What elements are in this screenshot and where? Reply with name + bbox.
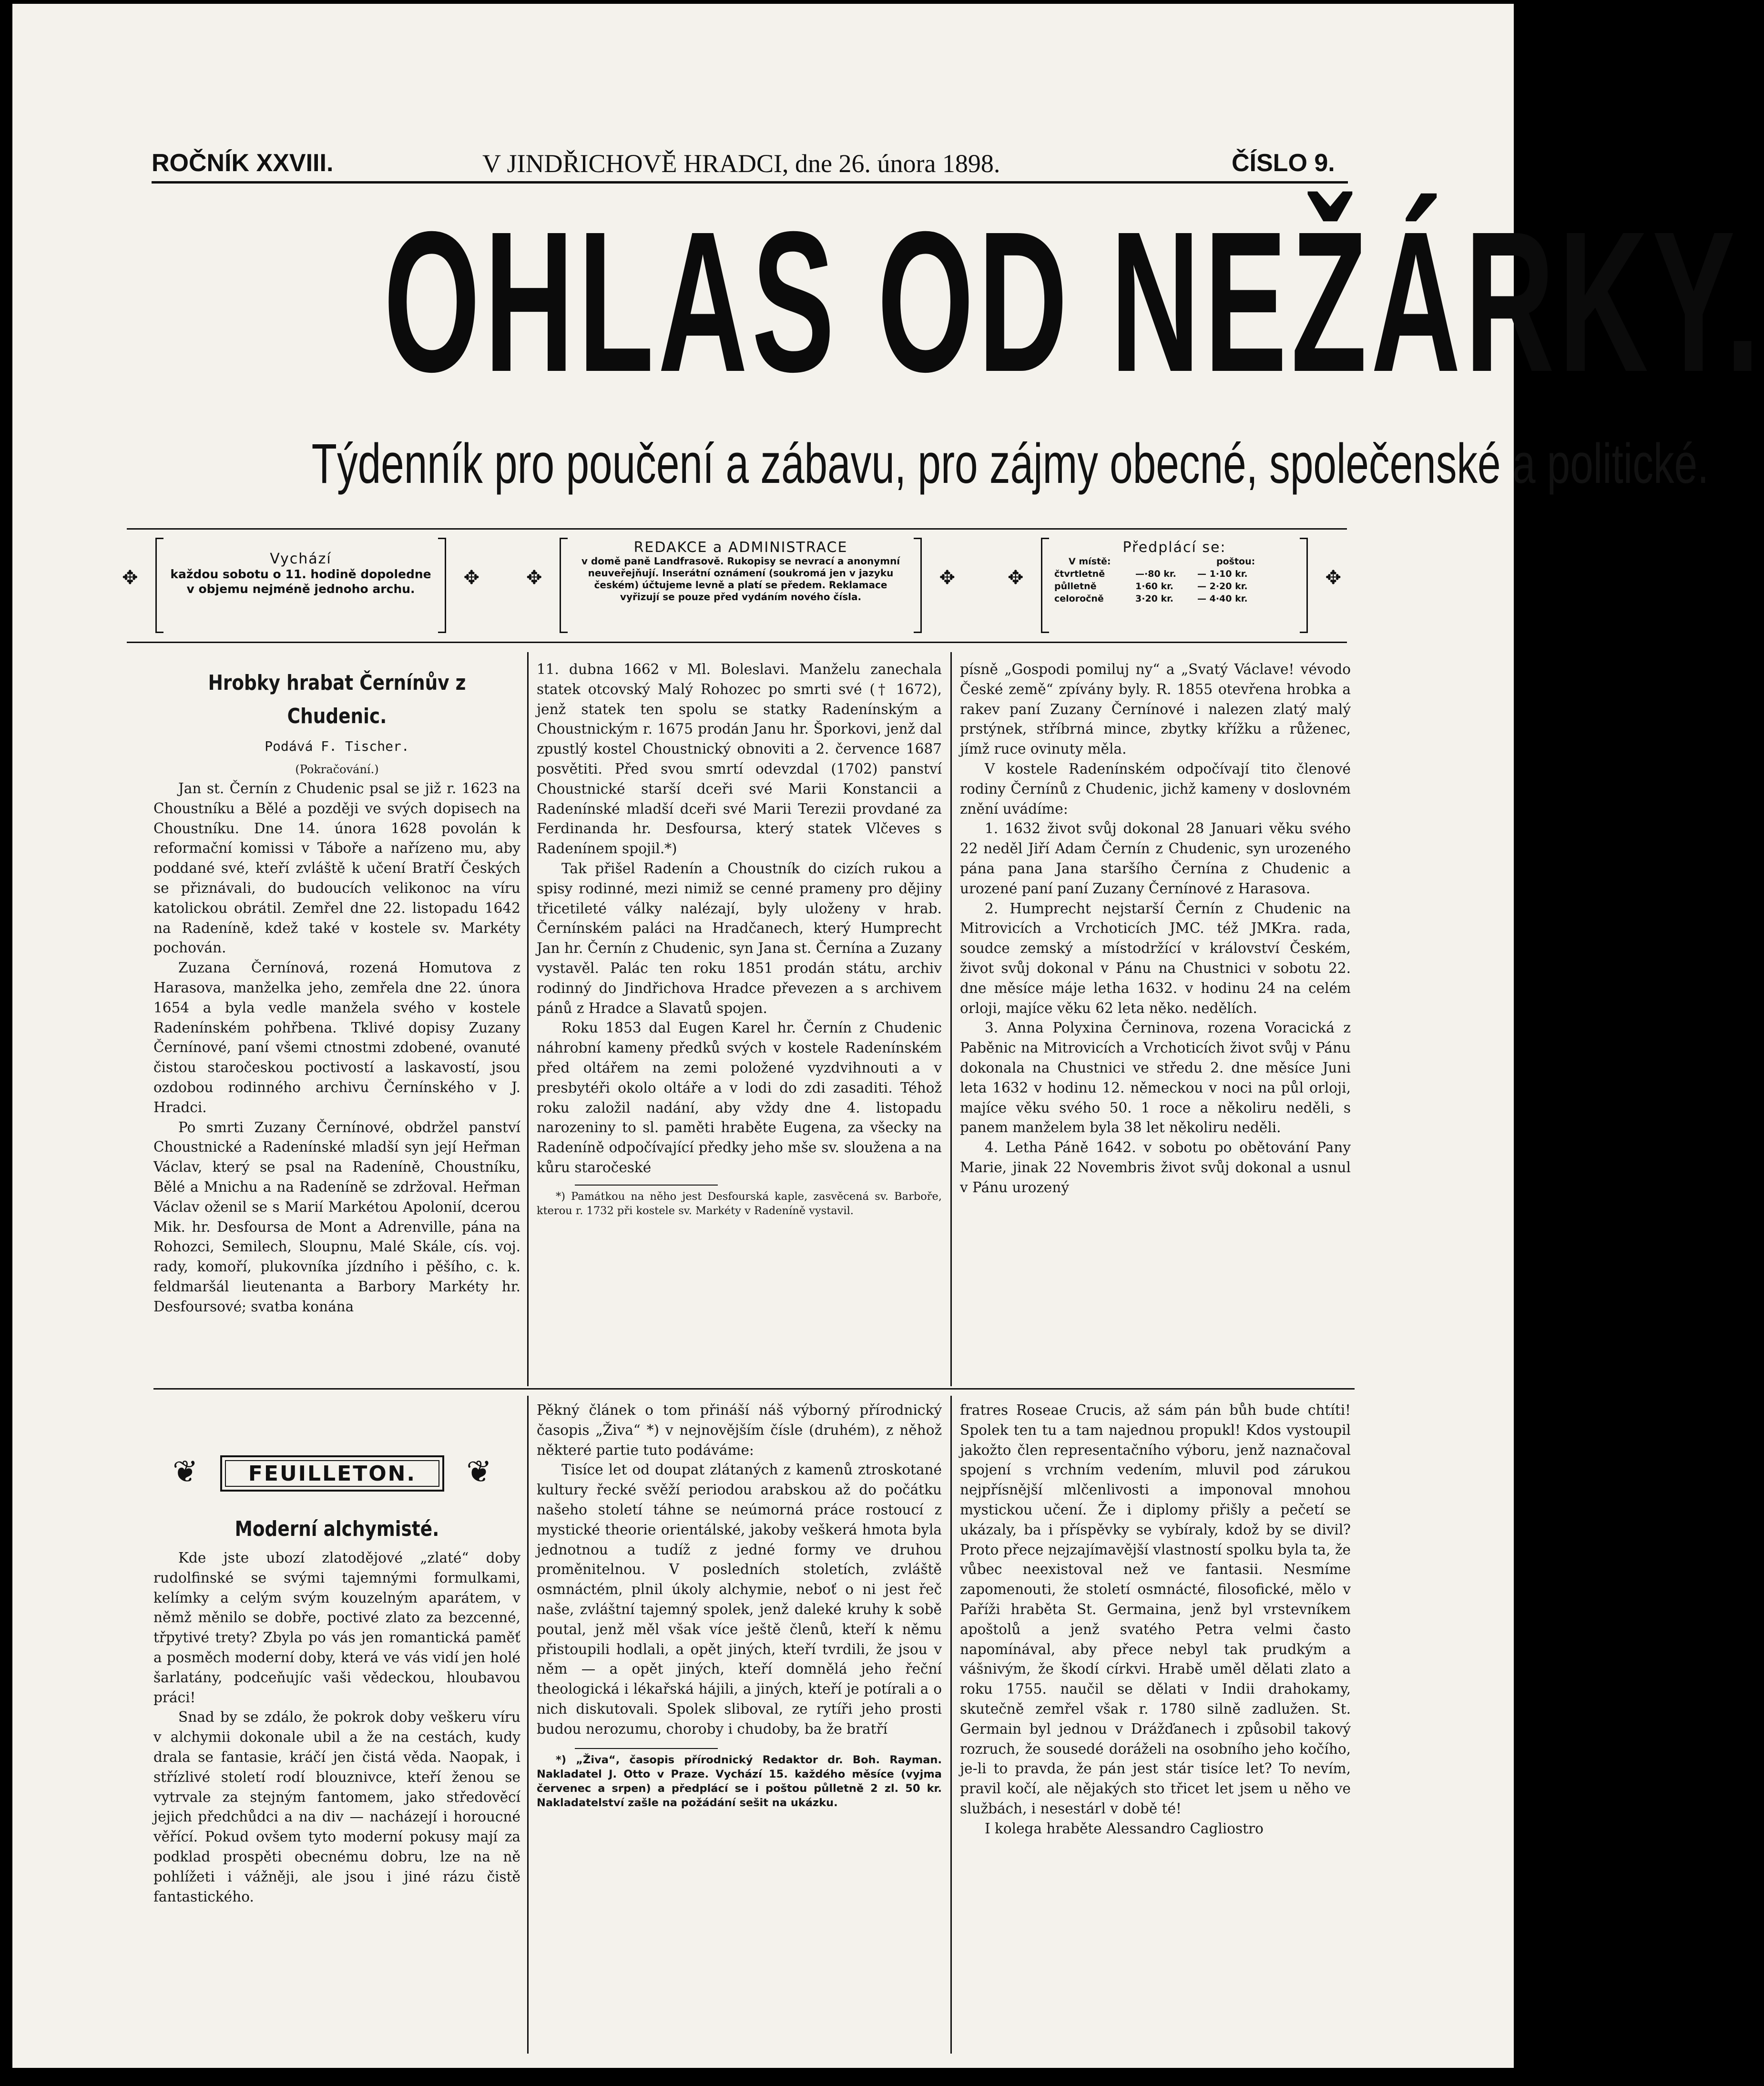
bracket-left [155, 538, 163, 633]
bracket-left [560, 538, 568, 633]
price-col-post: poštou: [1216, 556, 1255, 567]
ornament-icon: ❦ [173, 1454, 198, 1490]
price-row: čtvrtletně —·80 kr. — 1·10 kr. [1054, 569, 1248, 579]
column-divider [527, 1396, 529, 2054]
feuilleton-column-2 [537, 1401, 942, 1810]
editorial-info-box [526, 538, 955, 633]
bracket-right [914, 538, 922, 633]
bracket-left [1041, 538, 1049, 633]
issue-number: ČÍSLO 9. [1232, 149, 1335, 177]
paragraph: Zuzana Černínová, rozená Homutova z Harasova, manželka jeho, zemřela dne 22. února 1654 a byla vedle manžela svého v kostele Radenínském pohřbena. Tklivé dopisy Zuzany Černínové, paní všemi ctnostmi zdobené, ovanuté čistou staročeskou poctivostí a laskavostí, jsou ozdobou rodinného archivu Černínského v J. Hradci. [153, 960, 520, 1115]
paragraph: 3. Anna Polyxina Černinova, rozena Voracická z Paběnic na Mitrovicích a Vrchoticích život svůj v Pánu dokonala na Chustnici ve středu 2. dne měsíce Juni leta 1632 v hodinu 12. německou v noci na půl orloji, majíce věku svého 50. 1 roce a několiru neděli, s panem manželem byla 38 let několiru neděli. [960, 1020, 1351, 1136]
info-top-rule [127, 528, 1347, 530]
paragraph: 2. Humprecht nejstarší Černín z Chudenic na Mitrovicích a Vrchoticích JMC. též JMKra. rada, soudce zemský a místodržící v království Českém, život svůj dokonal v Pánu na Chustnici v sobotu 22. dne měsíce máje letha 1632. v hodinu 24 na celém orloji, majíce věku 62 leta něko. nedělích. [960, 900, 1351, 1016]
paragraph: fratres Roseae Crucis, až sám pán bůh bude chtíti! Spolek ten tu a tam najednou propukl! Kdos vystoupil jakožto člen representačního výboru, jenž naznačoval spojení s vrchním vedením, mluvil pod zárukou nejpřísnější mlčenlivosti a imponoval mnohou mystickou učení. Že i diplomy přišly a pečetí se ukázaly, ba i příspěvky se vybíraly, kdož by se divil? Proto přece nejzajímavější vlastností spolku byla ta, že vůbec neexistoval než ve fantasii. Nesmíme zapomenouti, že století osmnácté, filosofické, mělo v Paříži hraběta St. Germaina, jenž byl vrstevníkem apoštolů a jenž svatého Petra velmi často napomínával, aby přece nebyl tak prudkým a vášnivým, že škodí církvi. Hrabě uměl dělati zlato a roku 1755. naučil se dělati v Indii drahokamy, skutečně zemřel však r. 1780 silně zadlužen. St. Germain byl jednou v Drážďanech i způsobil takový rozruch, že sousedé doráželi na osobního jeho kočího, je-li to pravda, že pán jest stár tisíce let? To nevím, pravil kočí, ale nějakých sto třicet let jsem u něho ve službách, i nesestárl v době té! [960, 1402, 1351, 1817]
price-heading: Předplácí se: [1122, 539, 1226, 556]
editorial-body: v domě paně Landfrasově. Rukopisy se nevrací a anonymní neuveřejňují. Inserátní oznámení (soukromá jen v jazyku českém) účtujeme levně a platí se předem. Reklamace vyřizují se pouze před vydáním nového čísla. [581, 555, 900, 603]
ornament-icon: ✥ [939, 567, 955, 589]
paragraph: Snad by se zdálo, že pokrok doby veškeru víru v alchymii dokonale ubil a že na cestách, kudy drala se fantasie, kráčí jen čistá věda. Naopak, i střízlivé století rodí blouznivce, kteří ženou se vytrvale za stejným fantomem, jako středověcí jejich předchůdci a na div — nacházejí i horoucné věřící. Pokud ovšem tyto moderní pokusy mají za podklad prospěti obecnému dobru, lze na ně pohlížeti i vážněji, ale jsou i jiné rázu čistě fantastického. [153, 1709, 520, 1905]
price-row: celoročně 3·20 kr. — 4·40 kr. [1054, 593, 1248, 604]
article-title: Hrobky hrabat Černínův z Chudenic. [208, 671, 466, 728]
paragraph: Pěkný článek o tom přináší náš výborný přírodnický časopis „Živa“ *) v nejnovějším čísle (druhém), z něhož některé partie tuto podáváme: [537, 1402, 942, 1458]
paragraph: V kostele Radenínském odpočívají tito členové rodiny Černínů z Chudenic, jichž kameny v doslovném znění uvádíme: [960, 760, 1351, 817]
dateline: V JINDŘICHOVĚ HRADCI, dne 26. února 1898. [482, 149, 1000, 178]
column-divider [950, 652, 952, 1386]
price-col-local: V místě: [1069, 556, 1111, 567]
section-divider [153, 1388, 1355, 1390]
article-column-1 [153, 666, 520, 1317]
price-row: půlletně 1·60 kr. — 2·20 kr. [1054, 581, 1248, 592]
paragraph: I kolega hraběte Alessandro Cagliostro [985, 1820, 1264, 1837]
column-divider [527, 652, 529, 1386]
footnote-rule [575, 1185, 718, 1186]
paragraph: Roku 1853 dal Eugen Karel hr. Černín z Chudenic náhrobní kameny předků svých v kostele Radenínském před oltářem na zemi položené vyzdvihnouti a v presbytéři okolo oltáře a v lodi do zdi zasaditi. Téhož roku založil nadání, aby vždy dne 4. listopadu narozeniny to sl. paměti hraběte Eugena, za všecky na Radeníně odpočívající předky jeho mše sv. sloužena a na kůru staročeské [537, 1020, 942, 1176]
article-column-3 [960, 660, 1351, 1198]
feuilleton-label: FEUILLETON. [220, 1455, 444, 1492]
publish-body: každou sobotu o 11. hodině dopoledne v objemu nejméně jednoho archu. [170, 567, 431, 596]
column-divider [950, 1396, 952, 2054]
publish-info-box [122, 538, 479, 633]
newspaper-subtitle: Týdenník pro poučení a zábavu, pro zájmy obecné, společenské a politické. [311, 432, 1709, 495]
paragraph: Jan st. Černín z Chudenic psal se již r. 1623 na Choustníku a Bělé a později ve svých dopisech na Choustníku. Dne 14. února 1628 povolán k reformační komissi v Táboře a nařízeno mu, aby poddané své, kteří zvláště k učení Bratří Českých se přiznávali, do budoucích velikonoc na víru katolickou obrátil. Zemřel dne 22. listopadu 1642 na Radeníně, kdež také v kostele sv. Markéty pochován. [153, 780, 520, 956]
paragraph: Po smrti Zuzany Černínové, obdržel panství Choustnické a Radenínské mladší syn její Heřman Václav, který se psal na Radeníně, Choustníku, Bělé a Mnichu a na Radeníně se zdržoval. Heřman Václav oženil se s Marií Markétou Apolonií, dcerou Mik. hr. Desfoursa de Mont a Adrenville, pána na Rohozci, Semilech, Sloupnu, Malé Skále, cís. voj. rady, komoří, plukovníka jízdního i pěšího, c. k. feldmaršál lieutenanta a Barbory Markéty hr. Desfoursové; svatba konána [153, 1119, 520, 1315]
paragraph: 4. Letha Páně 1642. v sobotu po obětování Pany Marie, jinak 22 Novembris život svůj dokonal a usnul v Pánu urozený [960, 1139, 1351, 1196]
ornament-icon: ❦ [466, 1454, 492, 1490]
ornament-icon: ✥ [526, 567, 542, 589]
ornament-icon: ✥ [122, 567, 138, 589]
feuilleton-column-3 [960, 1401, 1351, 1839]
editorial-heading: REDAKCE a ADMINISTRACE [633, 539, 848, 556]
footnote: *) „Živa“, časopis přírodnický Redaktor dr. Boh. Rayman. Nakladatel J. Otto v Praze. Vychází 15. každého měsíce (vyjma červenec a srpen) a předplácí se i poštou půlletně 2 zl. 50 kr. Nakladatelství zašle na požádání sešit na ukázku. [537, 1753, 942, 1809]
paragraph: písně „Gospodi pomiluj ny“ a „Svatý Václave! vévodo České země“ zpívány byly. R. 1855 otevřena hrobka a rakev paní Zuzany Černínové i nalezen zlatý malý prstýnek, stříbrná mince, zbytky křížku a růženec, jímž ruce ovinuty měla. [960, 661, 1351, 757]
feuilleton-banner [173, 1446, 492, 1503]
paragraph: 1. 1632 život svůj dokonal 28 Januari věku svého 22 neděl Jiří Adam Černín z Chudenic, syn urozeného pána pana Jana staršího Černína z Chudenic a urozené paní paní Zuzany Černínové z Harasova. [960, 820, 1351, 897]
bracket-right [1300, 538, 1308, 633]
paragraph: Tisíce let od doupat zlátaných z kamenů ztroskotané kultury řecké svěží periodou arabskou až do počátku našeho století táhne se neúmorná práce rostoucí z mystické theorie orientálské, jakoby veškerá hmota byla jednotnou a tudíž z jedné formy ve druhou proměnitelnou. V posledních stoletích, zvláště osmnáctém, plnil úkoly alchymie, neboť o ni jest řeč naše, zvláštní tajemný spolek, jenž daleké kruhy k sobě poutal, jenž měl však více ještě členů, kteří k němu přistoupili hodlali, a opět jiných, kteří tvrdili, že jsou v něm — a opět jiných, kteří domnělá jeho řeční theologická i lékařská hájili, a jiných, kteří je potírali a o nich diskutovali. Spolek sliboval, ze rytíři jeho prosti budou nerozumu, choroby i chudoby, ba že bratří [537, 1462, 942, 1737]
bracket-right [438, 538, 446, 633]
newspaper-page [12, 4, 1764, 2068]
article-continued: (Pokračování.) [295, 763, 379, 776]
article-byline: Podává F. Tischer. [265, 738, 409, 754]
newspaper-title: OHLAS OD NEŽÁRKY. [383, 190, 1764, 414]
masthead-rule [152, 181, 1348, 184]
feuilleton-column-1 [153, 1515, 520, 1907]
ornament-icon: ✥ [1325, 567, 1341, 589]
feuilleton-title: Moderní alchymisté. [235, 1517, 439, 1541]
publish-heading: Vychází [270, 551, 332, 567]
paragraph: Kde jste ubozí zlatodějové „zlaté“ doby rudolfinské se svými tajemnými formulkami, kelímky a celým svým kouzelným aparátem, v němž měnilo se dobře, poctivé zlato za bezcenné, třpytivé trety? Zbyla po vás jen romantická paměť a posměch moderní doby, která ve vás vidí jen holé šarlatány, podceňujíc vaši vědeckou, hloubavou práci! [153, 1550, 520, 1706]
footnote: *) Památkou na něho jest Desfourská kaple, zasvěcená sv. Barboře, kterou r. 1732 při kostele sv. Markéty v Radeníně vystavil. [537, 1190, 942, 1217]
ornament-icon: ✥ [1008, 567, 1024, 589]
info-bottom-rule [127, 642, 1347, 643]
volume-label: ROČNÍK XXVIII. [152, 149, 334, 177]
footnote-rule [575, 1748, 718, 1749]
paragraph: 11. dubna 1662 v Ml. Boleslavi. Manželu zanechala statek otcovský Malý Rohozec po smrti své († 1672), jenž statek ten spolu se statky Radenínským a Choustnickým r. 1675 prodán Janu hr. Šporkovi, jenž dal zpustlý kostel Choustnický obnoviti a 2. července 1687 posvětiti. Před svou smrtí odevzdal (1702) panství Choustnické starší dceři své Marii Konstancii a Radenínské mladší dceři své Marii Terezii provdané za Ferdinanda hr. Desfoursa, který statek Vlčeves s Radenínem spojil.*) [537, 661, 942, 857]
article-column-2 [537, 660, 942, 1218]
paragraph: Tak přišel Radenín a Choustník do cizích rukou a spisy rodinné, mezi nimiž se cenné prameny pro dějiny třicetileté války nalézají, byly uloženy v hrab. Černínském paláci na Hradčanech, který Humprecht Jan hr. Černín z Chudenic, syn Jana st. Černína a Zuzany vystavěl. Palác ten roku 1851 prodán státu, archiv rodinný do Jindřichova Hradce převezen a s archivem pánů z Hradce a Slavatů spojen. [537, 860, 942, 1016]
ornament-icon: ✥ [463, 567, 479, 589]
price-info-box [1008, 538, 1341, 633]
